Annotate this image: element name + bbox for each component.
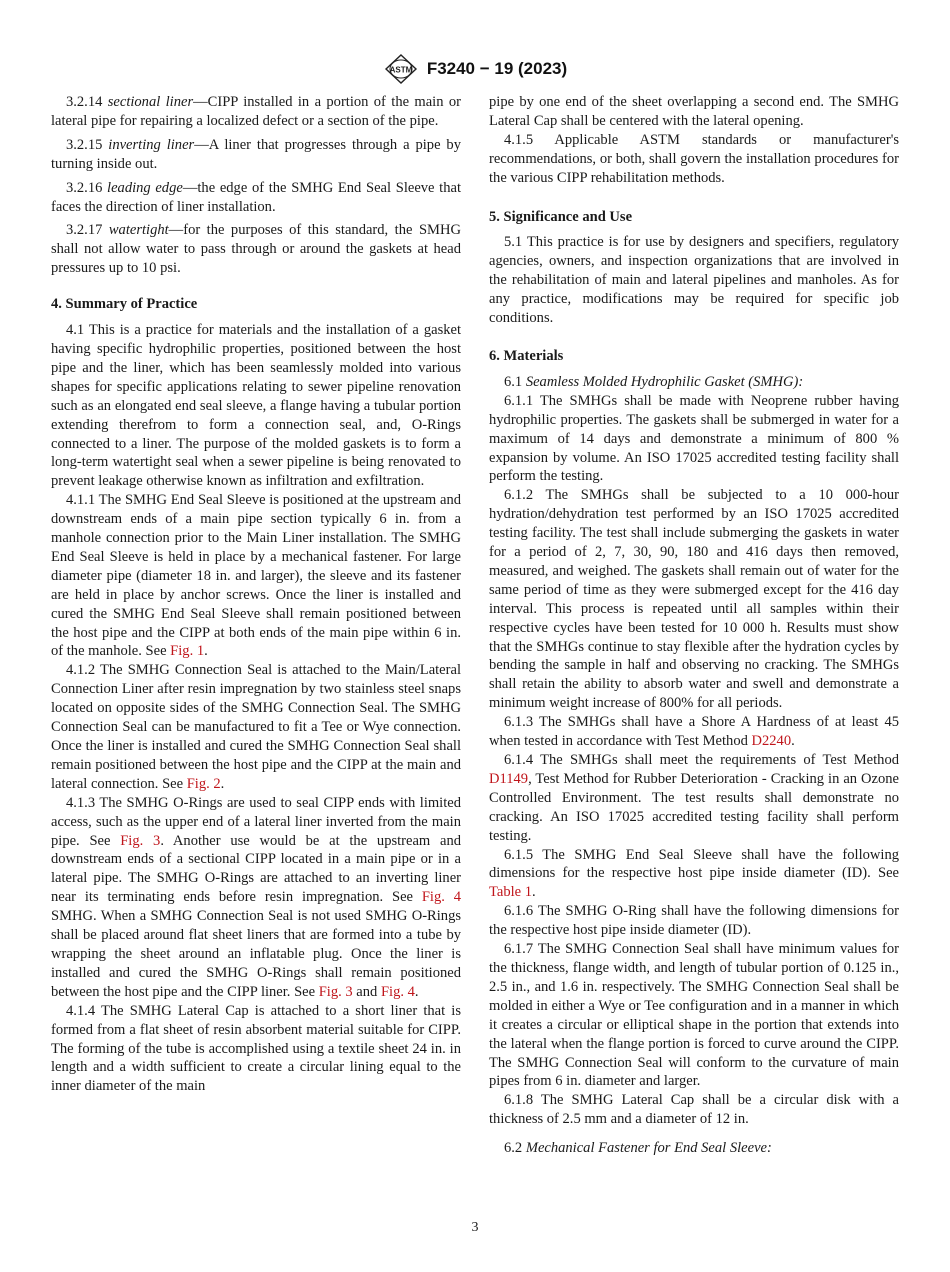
fig-4-link[interactable]: Fig. 4 bbox=[380, 983, 415, 1000]
fig-3-link[interactable]: Fig. 3 bbox=[318, 983, 353, 1000]
page-header bbox=[0, 54, 950, 84]
fig-4-link[interactable]: Fig. 4 bbox=[421, 889, 461, 906]
section-heading-materials: 6. Materials bbox=[489, 347, 564, 364]
term: inverting liner bbox=[108, 136, 195, 153]
term: watertight bbox=[108, 222, 169, 239]
section-heading-significance: 5. Significance and Use bbox=[489, 208, 633, 225]
paragraph-6-1-2: 6.1.2 The SMHGs shall be subjected to a 10 000-hour hydration/dehydration test performed by an ISO 17025 accredited testing facility. The test shall include submerging the gaskets in water for a period of 2, 7, 30, 90, 180 and 416 days then removed, measured, and weighed. The gaskets shall remain out of water for the same period of time as they were submerged except for the 416 day interval. This process is repeated until all samples within their respective cycles have been tested for 10 000 h. Results must show that the SMHGs continue to stay flexible after the hydration cycles by bending the sample in half and observing no cracking. The SMHGs shall retain the ability to absorb water and swell and demonstrate a minimum weight increase of 800% for all periods. bbox=[489, 487, 899, 712]
d1149-link[interactable]: D1149 bbox=[489, 770, 529, 787]
paragraph-6-1-6: 6.1.6 The SMHG O-Ring shall have the following dimensions for the respective host pipe inside diameter (ID). bbox=[489, 903, 899, 939]
page-number: 3 bbox=[471, 1220, 479, 1235]
astm-logo-icon bbox=[383, 54, 419, 84]
paragraph-4-1-4-continued: pipe by one end of the sheet overlapping a second end. The SMHG Lateral Cap shall be centered with the lateral opening. bbox=[489, 94, 899, 129]
definition-3-2-16: 3.2.16 leading edge—the edge of the SMHG End Seal Sleeve that faces the direction of liner installation. bbox=[51, 179, 461, 215]
paragraph-4-1-4: 4.1.4 The SMHG Lateral Cap is attached to a short liner that is formed from a flat sheet of resin absorbent material suitable for CIPP. The forming of the tube is accomplished using a textile sheet 24 in. in length and a width sufficient to create a circular lining equal to the inner diameter of the main bbox=[51, 1002, 461, 1095]
paragraph-6-1-4: 6.1.4 The SMHGs shall meet the requirements of Test Method D1149, Test Method for Rubber Deterioration - Cracking in an Ozone Controlled Environment. The test results shall demonstrate no cracking. An ISO 17025 accredited testing facility shall perform testing. bbox=[489, 752, 899, 844]
definition-3-2-14: 3.2.14 sectional liner—CIPP installed in a portion of the main or lateral pipe for repairing a localized defect or a section of the pipe. bbox=[51, 94, 461, 129]
svg-text:ASTM: ASTM bbox=[389, 65, 413, 75]
fig-2-link[interactable]: Fig. 2 bbox=[186, 775, 221, 792]
term: sectional liner bbox=[107, 94, 194, 110]
fig-3-link[interactable]: Fig. 3 bbox=[120, 832, 161, 849]
table-1-link[interactable]: Table 1 bbox=[489, 884, 533, 901]
definition-3-2-17: 3.2.17 watertight—for the purposes of this standard, the SMHG shall not allow water to pass through or around the gaskets at head pressures up to 10 psi. bbox=[51, 222, 461, 277]
paragraph-4-1-3: 4.1.3 The SMHG O-Rings are used to seal CIPP ends with limited access, such as the upper end of a lateral liner inverted from the main pipe. See Fig. 3. Another use would be at the upstream and downstream ends of a sectional CIPP located in a main pipe or in a lateral pipe. The SMHG O-Rings are attached to an inverting liner near its terminating ends before resin impregnation. See Fig. 4 SMHG. When a SMHG Connection Seal is not used SMHG O-Rings shall be placed around flat sheet liners that are formed into a tube by wrapping the sheet around an inflatable plug. Once the liner is installed and cured the SMHG O-Rings shall remain positioned between the host pipe and the CIPP liner. See Fig. 3 and Fig. 4. bbox=[51, 794, 462, 1000]
paragraph-6-1-7: 6.1.7 The SMHG Connection Seal shall have minimum values for the thickness, flange width, and length of tubular portion of 0.125 in., 2.5 in., and 1.6 in. respectively. The SMHG Connection Seal shall be molded in either a Wye or Tee configuration and in a manner in which it creates a circular or elliptical shape in the portion that extends into the lateral when the flange portion is forced to curve around the CIPP. The SMHG Connection Seal will conform to the curvature of main pipes from 6 in. diameter and larger. bbox=[489, 941, 899, 1090]
paragraph-6-1-3: 6.1.3 The SMHGs shall have a Shore A Hardness of at least 45 when tested in accordance with Test Method D2240. bbox=[489, 714, 899, 750]
paragraph-4-1-1: 4.1.1 The SMHG End Seal Sleeve is positioned at the upstream and downstream ends of a main pipe section typically 6 in. from a manhole connection prior to the Main Liner installation. The SMHG End Seal Sleeve is held in place by a mechanical fastener. For large diameter pipe (diameter 18 in. and larger), the sleeve and its fastener are held in place by anchor screws. Once the liner is installed and cured the SMHG End Seal Sleeve shall remain positioned between the host pipe and the CIPP at both ends of the main pipe within 6 in. of the manhole. See Fig. 1. bbox=[51, 492, 461, 660]
paragraph-6-1-1: 6.1.1 The SMHGs shall be made with Neoprene rubber having hydrophilic properties. The gaskets shall be submerged in water for a maximum of 14 days and demonstrate a minimum of 800 % expansion by volume. An ISO 17025 accredited testing facility shall perform the testing. bbox=[489, 392, 899, 485]
paragraph-6-1-5: 6.1.5 The SMHG End Seal Sleeve shall have the following dimensions for the respective host pipe inside diameter (ID). See Table 1. bbox=[489, 846, 899, 901]
term: leading edge bbox=[107, 179, 183, 196]
paragraph-4-1-2: 4.1.2 The SMHG Connection Seal is attached to the Main/Lateral Connection Liner after resin impregnation by two stainless steel snaps located on opposite sides of the SMHG Connection Seal. The SMHG Connection Seal can be manufactured to fit a Tee or Wye connection. Once the liner is installed and cured the SMHG Connection Seal shall remain positioned between the host pipe and the CIPP at the main and lateral connection. See Fig. 2. bbox=[51, 662, 461, 792]
paragraph-4-1-5: 4.1.5 Applicable ASTM standards or manufacturer's recommendations, or both, shall govern the installation procedures for the various CIPP rehabilitation methods. bbox=[489, 131, 899, 186]
paragraph-4-1: 4.1 This is a practice for materials and the installation of a gasket having specific hydrophilic properties, positioned between the host pipe and the liner, which has been seamlessly molded into various shapes for specific applications relating to sewer pipeline renovation such as an elongated end seal sleeve, a flange having a tubular portion extending therefrom to form a connection seal, and, O-Rings connected to a liner. The purpose of the molded gaskets is to form a long-term watertight seal when a sewer pipeline is being renovated to prevent leakage otherwise known as infiltration and exfiltration. bbox=[51, 322, 461, 490]
left-column bbox=[51, 93, 461, 1096]
paragraph-6-1: 6.1 Seamless Molded Hydrophilic Gasket (SMHG): bbox=[504, 373, 804, 390]
section-heading-summary: 4. Summary of Practice bbox=[51, 296, 198, 313]
d2240-link[interactable]: D2240 bbox=[751, 733, 792, 750]
fig-1-link[interactable]: Fig. 1 bbox=[170, 643, 205, 660]
document-designation: F3240 − 19 (2023) bbox=[426, 59, 568, 78]
right-column bbox=[489, 93, 899, 1158]
paragraph-6-1-8: 6.1.8 The SMHG Lateral Cap shall be a circular disk with a thickness of 2.5 mm and a diameter of 12 in. bbox=[489, 1092, 899, 1128]
paragraph-5-1: 5.1 This practice is for use by designers and specifiers, regulatory agencies, owners, and inspection organizations that are involved in the rehabilitation of main and lateral pipelines and manholes. As for any practice, modifications may be required for specific job conditions. bbox=[489, 234, 899, 327]
definition-3-2-15: 3.2.15 inverting liner—A liner that progresses through a pipe by turning inside out. bbox=[51, 136, 461, 172]
paragraph-6-2: 6.2 Mechanical Fastener for End Seal Sleeve: bbox=[504, 1140, 772, 1157]
